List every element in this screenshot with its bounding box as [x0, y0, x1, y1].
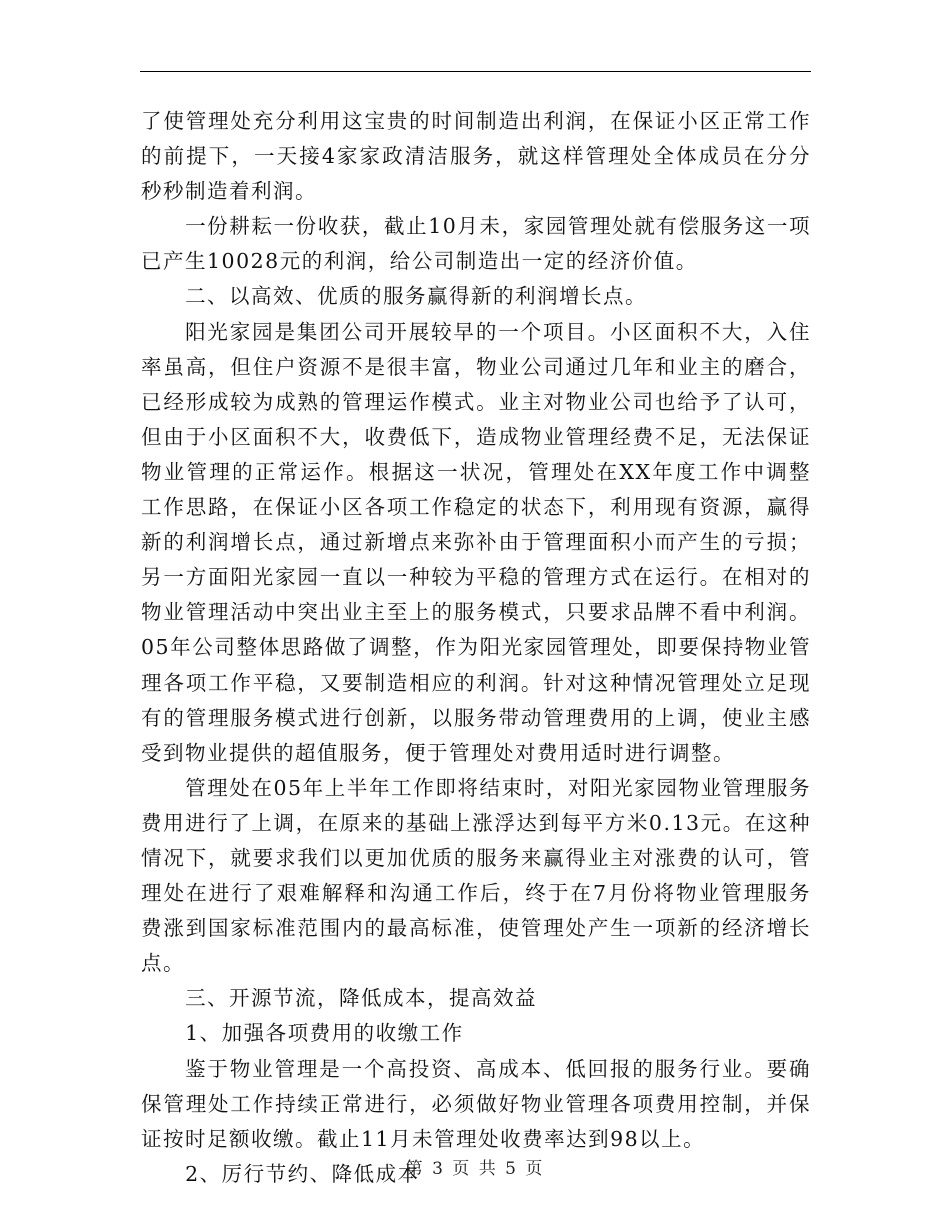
section-heading: 二、以高效、优质的服务赢得新的利润增长点。 [185, 284, 648, 309]
subsection-heading: 2、厉行节约、降低成本 [185, 1161, 420, 1186]
paragraph: 了使管理处充分利用这宝贵的时间制造出利润，在保证小区正常工作的前提下，一天接4家家政清洁服务，就这样管理处全体成员在分分秒秒制造着利润。 [141, 109, 811, 204]
section-heading: 三、开源节流，降低成本，提高效益 [185, 986, 538, 1011]
subsection-heading: 1、加强各项费用的收缴工作 [185, 1021, 464, 1046]
body-text [141, 104, 811, 1192]
paragraph: 管理处在05年上半年工作即将结束时，对阳光家园物业管理服务费用进行了上调，在原来的基础上涨浮达到每平方米0.13元。在这种情况下，就要求我们以更加优质的服务来赢得业主对涨费的认可，管理处在进行了艰难解释和沟通工作后，终于在7月份将物业管理服务费涨到国家标准范围内的最高标准，使管理处产生一项新的经济增长点。 [141, 775, 811, 976]
paragraph: 鉴于物业管理是一个高投资、高成本、低回报的服务行业。要确保管理处工作持续正常进行，必须做好物业管理各项费用控制，并保证按时足额收缴。截止11月未管理处收费率达到98以上。 [141, 1056, 811, 1151]
page-number-label: 第 3 页 共 5 页 [405, 1159, 545, 1179]
header-rule [140, 71, 811, 72]
paragraph: 阳光家园是集团公司开展较早的一个项目。小区面积不大，入住率虽高，但住户资源不是很丰富，物业公司通过几年和业主的磨合，已经形成较为成熟的管理运作模式。业主对物业公司也给予了认可，但由于小区面积不大，收费低下，造成物业管理经费不足，无法保证物业管理的正常运作。根据这一状况，管理处在XX年度工作中调整工作思路，在保证小区各项工作稳定的状态下，利用现有资源，赢得新的利润增长点，通过新增点来弥补由于管理面积小而产生的亏损；另一方面阳光家园一直以一种较为平稳的管理方式在运行。在相对的物业管理活动中突出业主至上的服务模式，只要求品牌不看中利润。05年公司整体思路做了调整，作为阳光家园管理处，即要保持物业管理各项工作平稳，又要制造相应的利润。针对这种情况管理处立足现有的管理服务模式进行创新，以服务带动管理费用的上调，使业主感受到物业提供的超值服务，便于管理处对费用适时进行调整。 [141, 319, 811, 765]
page-footer [0, 1154, 950, 1179]
paragraph: 一份耕耘一份收获，截止10月未，家园管理处就有偿服务这一项已产生10028元的利润，给公司制造出一定的经济价值。 [141, 214, 811, 274]
